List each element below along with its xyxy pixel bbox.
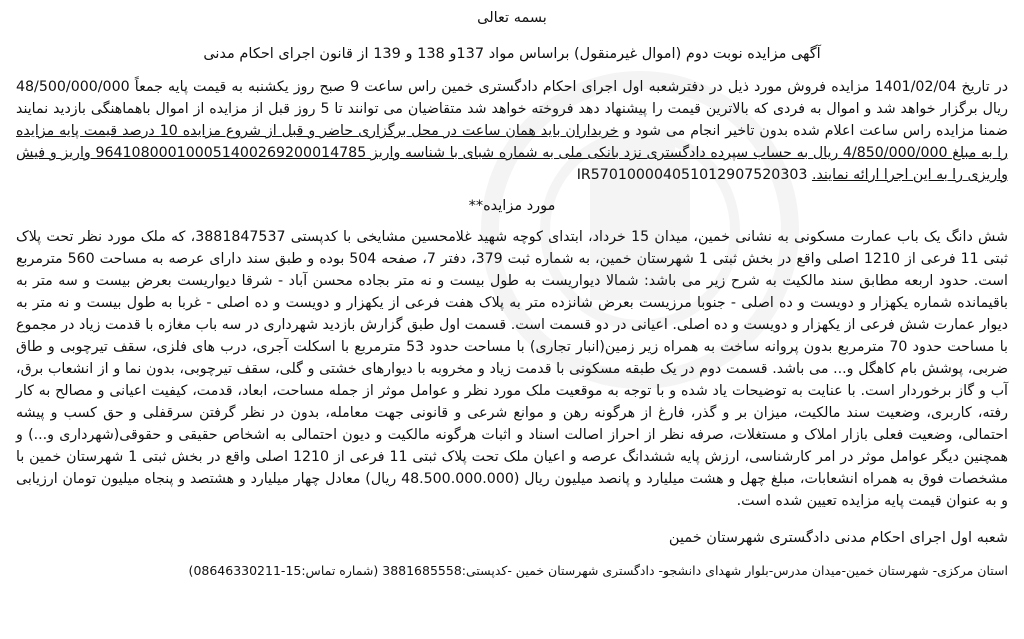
notice-title: آگهی مزایده نوبت دوم (اموال غیرمنقول) براساس مواد 137و 138 و 139 از قانون اجرای احکام مدنی <box>203 46 821 62</box>
deposit-instructions: خریداران باید همان ساعت در محل برگزاری حاضر و قبل از شروع مزایده 10 درصد قیمت پایه مزایده را به مبلغ 4/850/000/000 ریال به حساب سپرده دادگستری نزد بانکی ملی به شماره شبای با شناسه واریز 964108000100051400269200014785 واریز و فیش واریزی را به این اجرا ارائه نمایند. <box>16 123 1009 183</box>
iban-number: IR570100004051012907520303 <box>576 167 812 183</box>
subject-heading: مورد مزایده** <box>468 198 556 214</box>
contact-footer: استان مرکزی- شهرستان خمین-میدان مدرس-بلوار شهدای دانشجو- دادگستری شهرستان خمین -کدپستی:3881685558 (شماره تماس:15-08646330211) <box>188 563 1008 578</box>
intro-text: در تاریخ 1401/02/04 مزایده فروش مورد ذیل در دفترشعبه اول اجرای احکام دادگستری خمین راس ساعت 9 صبح روز یکشنبه به قیمت پایه جمعاً 48/500/000/000 ریال برگزار خواهد شد و اموال به فردی که بالاترین قیمت را پیشنهاد دهد فروخته خواهد شد متقاضیان می توانند تا 5 روز قبل از مزایده از اموال باهماهنگی بازدید نمایند ضمنا مزایده راس ساعت اعلام شده بدون تاخیر انجام می شود و <box>16 79 1009 139</box>
intro-paragraph <box>16 76 1008 186</box>
issuer-signature: شعبه اول اجرای احکام مدنی دادگستری شهرستان خمین <box>668 530 1008 546</box>
property-description: شش دانگ یک باب عمارت مسکونی به نشانی خمین، میدان 15 خرداد، ابتدای کوچه شهید غلامحسین مشایخی با کدپستی 3881847537، که ملک مورد نظر تحت پلاک ثبتی 11 فرعی از 1210 اصلی واقع در بخش ثبتی 1 شهرستان خمین، به شماره ثبت 379، دفتر 7، صفحه 504 بوده و طبق سند دارای عرصه به مساحت 560 مترمربع است. حدود اربعه مطابق سند مالکیت به شرح زیر می باشد: شمالا دیواریست به طول بیست و نه متر بجاده محسن آباد - شرقا دیواریست بعرض بیست و سه متر به باقیمانده شماره یکهزار و دویست و ده اصلی - جنوبا مرزیست بعرض شانزده متر به پلاک هفت فرعی از یکهزار و دویست و ده اصلی - غربا به طول بیست و نه متر به دیوار عمارت شش فرعی از یکهزار و دویست و ده اصلی. اعیانی در دو قسمت است. قسمت اول طبق گزارش بازدید شهرداری در سه باب مغازه با قدمت زیاد در مجموع با مساحت حدود 70 مترمربع بدون پروانه ساخت به همراه زیر زمین(انبار تجاری) با مساحت حدود 53 مترمربع با اسکلت آجری، درب های فلزی، سقف تیرچوبی و طاق ضربی، پوشش بام کاهگل و... می باشد. قسمت دوم در یک طبقه مسکونی با قدمت زیاد و مخروبه با دیوارهای خشتی و گلی، سقف تیرچوبی، بدون نما و از انشعاب برق، آب و گاز برخوردار است. با عنایت به توضیحات یاد شده و با توجه به موقعیت ملک مورد نظر و عوامل موثر از جمله مساحت، ابعاد، قدمت، کیفیت اعیانی و مصالح به کار رفته، کاربری، وضعیت سند مالکیت، میزان بر و گذر، فارغ از هرگونه رهن و موانع شرعی و قانونی جهت معامله، بدون در نظر گرفتن سرقفلی و حق کسب و پیشه احتمالی، وضعیت فعلی بازار املاک و مستغلات، صرفه نظر از احراز اصالت اسناد و اثبات هرگونه مالکیت و دیون احتمالی به اشخاص حقیقی و حقوقی(شهرداری و...) و همچنین دیگر عوامل موثر در امر کارشناسی، ارزش پایه ششدانگ عرصه و اعیان ملک تحت پلاک ثبتی 11 فرعی از 1210 اصلی واقع در بخش ثبتی 1 شهرستان خمین با مشخصات فوق به همراه انشعابات، مبلغ چهل و هشت میلیارد و پانصد میلیون ریال (48.500.000.000 ریال) معادل چهار میلیارد و هشتصد و پنجاه میلیون تومان ارزیابی و به عنوان قیمت پایه مزایده تعیین شده است. <box>16 229 1009 509</box>
bismillah-heading: بسمه تعالی <box>477 10 547 26</box>
notice-content <box>16 8 1008 580</box>
